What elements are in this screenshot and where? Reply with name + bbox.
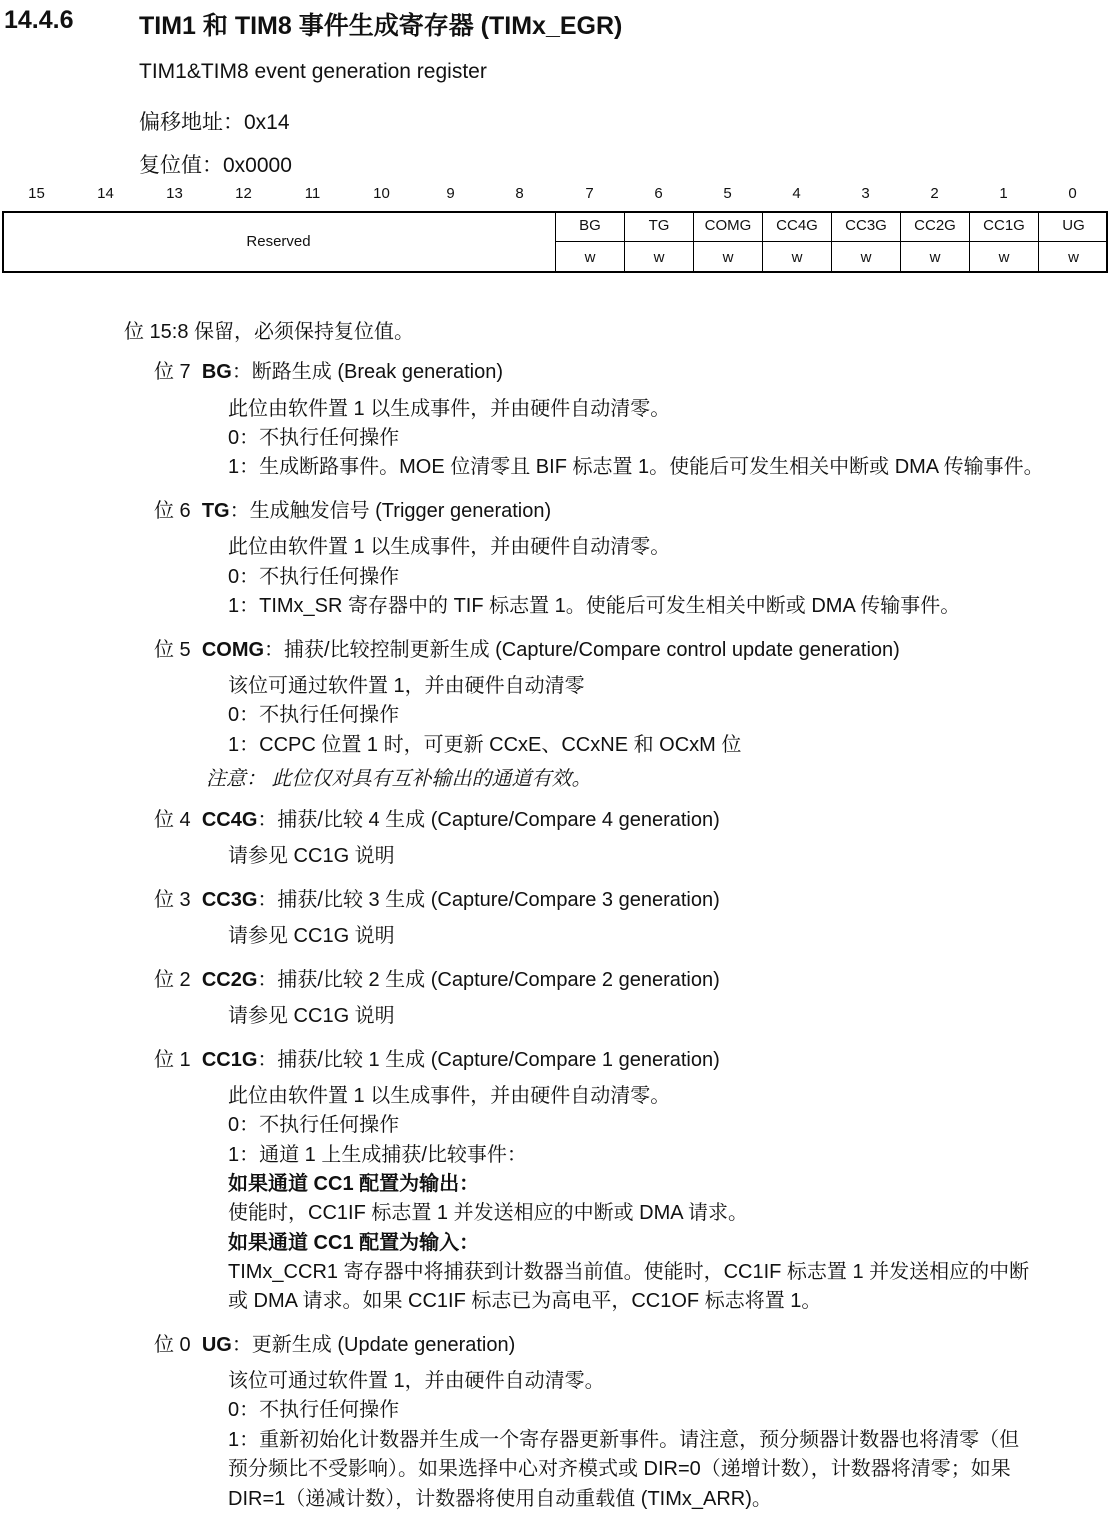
bit-name: COMG <box>201 639 265 661</box>
bit-text-line: 请参见 CC1G 说明 <box>228 1005 395 1027</box>
field-access-cc2g: w <box>900 242 969 273</box>
bit-text-line: 请参见 CC1G 说明 <box>228 845 395 867</box>
bit-heading-comg <box>154 633 900 662</box>
field-name-comg: COMG <box>693 211 762 242</box>
bit-text-line: 1：CCPC 位置 1 时，可更新 CCxE、CCxNE 和 OCxM 位 <box>228 734 742 756</box>
reserved-bits-description: 位 15:8 保留，必须保持复位值。 <box>124 321 415 343</box>
bit-title: ：捕获/比较控制更新生成 (Capture/Compare control update generation) <box>264 639 900 661</box>
bit-text-line: 请参见 CC1G 说明 <box>228 925 395 947</box>
bit-prefix: 位 5 <box>154 639 191 661</box>
bit-prefix: 位 0 <box>154 1334 191 1356</box>
bit-number: 13 <box>166 185 183 202</box>
register-table-border <box>2 211 1108 273</box>
bit-prefix: 位 3 <box>154 889 191 911</box>
cc1-input-heading: 如果通道 CC1 配置为输入： <box>228 1232 480 1254</box>
bit-heading-bg <box>154 355 503 384</box>
bit-number: 15 <box>28 185 45 202</box>
bit-title: ：捕获/比较 3 生成 (Capture/Compare 3 generation) <box>257 889 720 911</box>
bit-text-line: 0：不执行任何操作 <box>228 704 400 726</box>
bit-text-line: 1：重新初始化计数器并生成一个寄存器更新事件。请注意，预分频器计数器也将清零（但 <box>228 1429 1020 1451</box>
bit-heading-cc4g <box>154 803 720 832</box>
bit-name: UG <box>201 1334 232 1356</box>
bit-text-line: 此位由软件置 1 以生成事件，并由硬件自动清零。 <box>228 1085 671 1107</box>
field-name-bg: BG <box>555 211 624 242</box>
bit-name: CC4G <box>201 809 258 831</box>
field-access-ug: w <box>1038 242 1108 273</box>
field-name-cc3g: CC3G <box>831 211 900 242</box>
field-name-ug: UG <box>1038 211 1108 242</box>
bit-number: 2 <box>930 185 939 202</box>
cc1-input-text: 或 DMA 请求。如果 CC1IF 标志已为高电平，CC1OF 标志将置 1。 <box>228 1290 822 1312</box>
section-heading <box>0 6 1110 46</box>
field-access-cc3g: w <box>831 242 900 273</box>
bit-number: 6 <box>654 185 663 202</box>
bit-number: 4 <box>792 185 801 202</box>
bit-number: 12 <box>235 185 252 202</box>
bit-prefix: 位 7 <box>154 361 191 383</box>
bit-title: ：断路生成 (Break generation) <box>231 361 504 383</box>
bit-number: 14 <box>97 185 114 202</box>
bit-number: 9 <box>446 185 455 202</box>
field-name-cc2g: CC2G <box>900 211 969 242</box>
bit-name: CC3G <box>201 889 258 911</box>
bit-title: ：捕获/比较 1 生成 (Capture/Compare 1 generation) <box>257 1049 720 1071</box>
bit-text-line: 0：不执行任何操作 <box>228 427 400 449</box>
cc1-output-heading: 如果通道 CC1 配置为输出： <box>228 1173 480 1195</box>
bit-number: 1 <box>999 185 1008 202</box>
bit-title: ：捕获/比较 2 生成 (Capture/Compare 2 generation) <box>257 969 720 991</box>
bit-heading-cc3g <box>154 883 720 912</box>
bit-name: TG <box>201 500 230 522</box>
cc1-input-text: TIMx_CCR1 寄存器中将捕获到计数器当前值。使能时，CC1IF 标志置 1 并发送相应的中断 <box>228 1261 1030 1283</box>
bit-title: ：生成触发信号 (Trigger generation) <box>229 500 552 522</box>
bit-text-line: 1：通道 1 上生成捕获/比较事件： <box>228 1144 527 1166</box>
bit-text-line: 0：不执行任何操作 <box>228 1399 400 1421</box>
field-name-cc4g: CC4G <box>762 211 831 242</box>
bit-number: 11 <box>304 185 321 202</box>
bit-text-line: 预分频比不受影响）。如果选择中心对齐模式或 DIR=0（递增计数），计数器将清零；如果 <box>228 1458 1011 1480</box>
cc1-output-text: 使能时，CC1IF 标志置 1 并发送相应的中断或 DMA 请求。 <box>228 1202 749 1224</box>
bit-heading-ug <box>154 1328 515 1357</box>
bit-number: 7 <box>585 185 594 202</box>
field-name-tg: TG <box>624 211 693 242</box>
field-name-cc1g: CC1G <box>969 211 1038 242</box>
bit-prefix: 位 1 <box>154 1049 191 1071</box>
bit-prefix: 位 4 <box>154 809 191 831</box>
bit-note: 注意： 此位仅对具有互补输出的通道有效。 <box>206 768 592 790</box>
address-offset: 偏移地址：0x14 <box>139 111 290 134</box>
bit-text-line: 此位由软件置 1 以生成事件，并由硬件自动清零。 <box>228 398 671 420</box>
bit-text-line: 0：不执行任何操作 <box>228 566 400 588</box>
bit-prefix: 位 6 <box>154 500 191 522</box>
bit-heading-tg <box>154 494 551 523</box>
bit-text-line: 该位可通过软件置 1，并由硬件自动清零。 <box>228 1370 605 1392</box>
field-access-cc4g: w <box>762 242 831 273</box>
bit-prefix: 位 2 <box>154 969 191 991</box>
field-access-tg: w <box>624 242 693 273</box>
bit-name: CC1G <box>201 1049 258 1071</box>
bit-title: ：捕获/比较 4 生成 (Capture/Compare 4 generation) <box>257 809 720 831</box>
bit-number: 10 <box>373 185 390 202</box>
register-bit-table <box>2 211 1108 273</box>
field-access-cc1g: w <box>969 242 1038 273</box>
reserved-field: Reserved <box>246 233 311 250</box>
bit-number: 0 <box>1068 185 1077 202</box>
bit-number-row <box>2 185 1108 207</box>
bit-text-line: 1：生成断路事件。MOE 位清零且 BIF 标志置 1。使能后可发生相关中断或 DMA 传输事件。 <box>228 456 1044 478</box>
field-access-bg: w <box>555 242 624 273</box>
bit-text-line: 该位可通过软件置 1，并由硬件自动清零 <box>228 675 585 697</box>
bit-text-line: 1：TIMx_SR 寄存器中的 TIF 标志置 1。使能后可发生相关中断或 DMA 传输事件。 <box>228 595 961 617</box>
bit-number: 3 <box>861 185 870 202</box>
bit-heading-cc1g <box>154 1043 720 1072</box>
bit-text-line: 此位由软件置 1 以生成事件，并由硬件自动清零。 <box>228 536 671 558</box>
bit-title: ：更新生成 (Update generation) <box>231 1334 516 1356</box>
bit-name: CC2G <box>201 969 258 991</box>
register-english-name: TIM1&TIM8 event generation register <box>139 60 487 83</box>
section-title: TIM1 和 TIM8 事件生成寄存器 (TIMx_EGR) <box>139 12 623 40</box>
bit-number: 5 <box>723 185 732 202</box>
bit-heading-cc2g <box>154 963 720 992</box>
bit-number: 8 <box>515 185 524 202</box>
reset-value: 复位值：0x0000 <box>139 154 292 177</box>
field-access-comg: w <box>693 242 762 273</box>
bit-name: BG <box>201 361 232 383</box>
section-number: 14.4.6 <box>4 6 74 34</box>
bit-text-line: 0：不执行任何操作 <box>228 1114 400 1136</box>
bit-text-line: DIR=1（递减计数），计数器将使用自动重载值 (TIMx_ARR)。 <box>228 1488 772 1510</box>
